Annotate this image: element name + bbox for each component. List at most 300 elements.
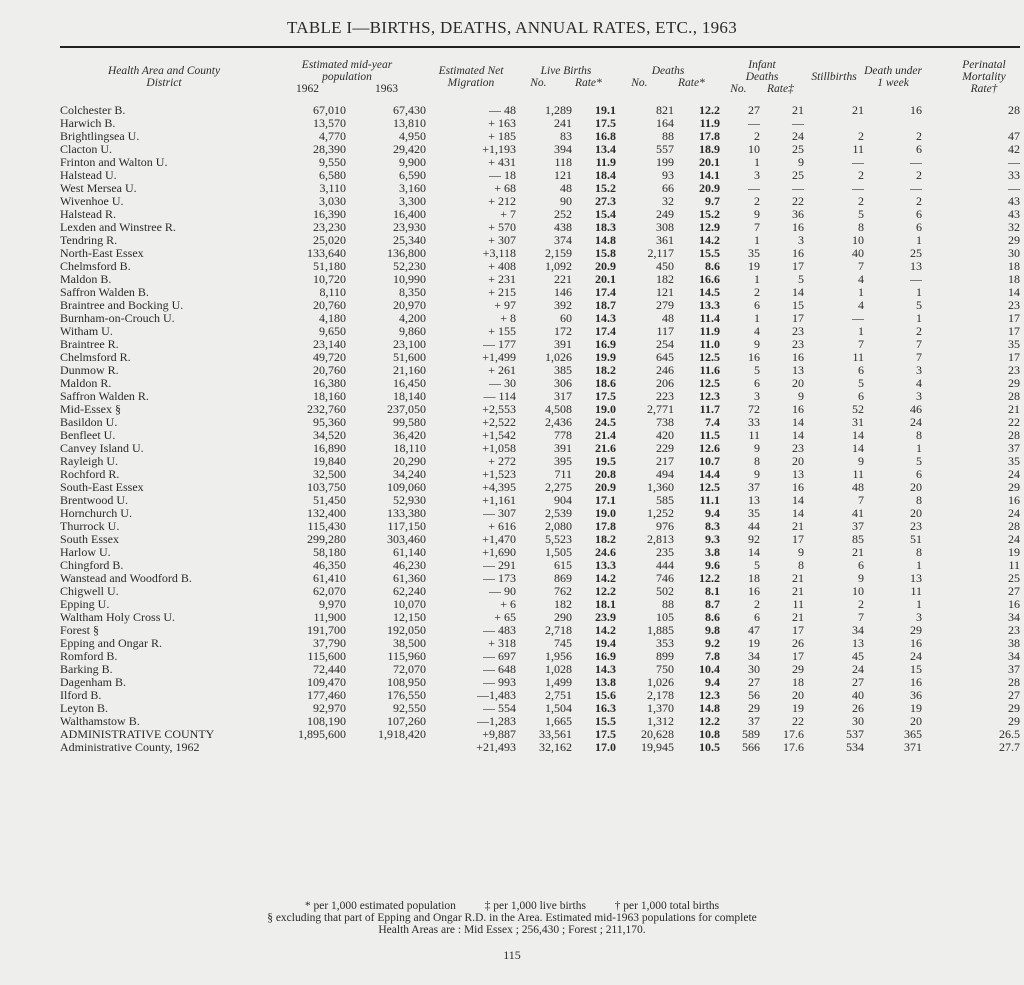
cell-mig: +1,470 (482, 533, 516, 546)
cell-idr: 22 (792, 195, 805, 208)
table-row (60, 104, 1020, 117)
cell-sb: 2 (858, 169, 865, 182)
cell-sb: 14 (852, 442, 865, 455)
cell-pm: 43 (1008, 195, 1021, 208)
table-row (60, 234, 1020, 247)
cell-dw: — (910, 273, 923, 286)
header-1962: 1962 (296, 83, 319, 95)
cell-p62: 4,180 (319, 312, 346, 325)
cell-lb: 290 (554, 611, 572, 624)
cell-dr: 8.6 (705, 260, 721, 273)
cell-d: 164 (656, 117, 675, 130)
cell-p62: 49,720 (313, 351, 346, 364)
cell-lbr: 14.2 (595, 624, 617, 637)
cell-mig: —1,283 (477, 715, 516, 728)
cell-lb: 1,505 (545, 546, 572, 559)
cell-lb: 2,539 (545, 507, 572, 520)
header-deaths (616, 50, 720, 104)
cell-sb: 534 (846, 741, 865, 754)
cell-lbr: 18.6 (595, 377, 617, 390)
cell-id: 44 (748, 520, 761, 533)
cell-lb: 1,499 (545, 676, 572, 689)
table-row (60, 715, 1020, 728)
cell-mig: + 408 (488, 260, 516, 273)
cell-lb: 904 (554, 494, 572, 507)
cell-dr: 11.9 (699, 325, 721, 338)
cell-idr: 21 (792, 572, 805, 585)
cell-name: Dagenham B. (60, 676, 126, 689)
cell-dr: 11.7 (699, 403, 721, 416)
cell-lb: 2,718 (545, 624, 572, 637)
cell-lbr: 16.9 (595, 338, 617, 351)
cell-mig: +1,523 (482, 468, 516, 481)
cell-d: 19,945 (641, 741, 675, 754)
cell-pm: 28 (1008, 676, 1021, 689)
cell-lbr: 18.4 (595, 169, 617, 182)
cell-mig: + 68 (494, 182, 516, 195)
cell-p63: 61,140 (393, 546, 426, 559)
cell-dw: 1 (916, 442, 923, 455)
header-infant-label: Infant Deaths (745, 59, 779, 83)
cell-dr: 14.2 (699, 234, 721, 247)
cell-lb: 778 (554, 429, 572, 442)
cell-id: 1 (754, 312, 761, 325)
cell-id: 30 (748, 663, 761, 676)
cell-d: 206 (656, 377, 675, 390)
cell-dw: 36 (910, 689, 923, 702)
cell-lbr: 20.9 (595, 481, 617, 494)
cell-name: Hornchurch U. (60, 507, 132, 520)
cell-lbr: 14.3 (595, 663, 617, 676)
cell-p63: 23,100 (393, 338, 426, 351)
cell-sb: 9 (858, 455, 865, 468)
cell-name: Rochford R. (60, 468, 120, 481)
cell-p63: 9,860 (399, 325, 426, 338)
cell-dw: 51 (910, 533, 923, 546)
cell-mig: + 231 (488, 273, 516, 286)
cell-dw: 16 (910, 104, 923, 117)
cell-name: Waltham Holy Cross U. (60, 611, 176, 624)
cell-name: Canvey Island U. (60, 442, 144, 455)
cell-idr: 5 (798, 273, 805, 286)
cell-id: 589 (742, 728, 761, 741)
cell-d: 1,026 (647, 676, 675, 689)
cell-lb: 1,504 (545, 702, 572, 715)
table-header-row (60, 50, 1020, 104)
cell-sb: 11 (852, 351, 865, 364)
cell-dr: 7.8 (705, 650, 721, 663)
cell-name: Basildon U. (60, 416, 118, 429)
header-infant-no: No. (730, 83, 747, 95)
cell-dr: 12.2 (699, 715, 721, 728)
cell-lbr: 19.5 (595, 455, 617, 468)
cell-dr: 8.7 (705, 598, 721, 611)
cell-p62: 9,970 (319, 598, 346, 611)
cell-name: Benfleet U. (60, 429, 116, 442)
footnotes (0, 900, 1024, 936)
cell-pm: 17 (1008, 312, 1021, 325)
table-row (60, 468, 1020, 481)
table-row (60, 195, 1020, 208)
cell-d: 20,628 (641, 728, 675, 741)
cell-pm: 24 (1008, 507, 1021, 520)
cell-pm: 26.5 (999, 728, 1021, 741)
cell-dr: 10.8 (699, 728, 721, 741)
cell-id: 6 (754, 611, 761, 624)
cell-dr: 14.5 (699, 286, 721, 299)
table-row (60, 273, 1020, 286)
cell-dr: 18.9 (699, 143, 721, 156)
cell-idr: 23 (792, 325, 805, 338)
cell-idr: — (792, 182, 805, 195)
cell-p62: 58,180 (313, 546, 346, 559)
cell-sb: 45 (852, 650, 865, 663)
cell-pm: 19 (1008, 546, 1021, 559)
cell-lbr: 17.5 (595, 728, 617, 741)
cell-mig: + 261 (488, 364, 516, 377)
cell-lbr: 12.2 (595, 585, 617, 598)
cell-p62: 3,030 (319, 195, 346, 208)
cell-dr: 20.9 (699, 182, 721, 195)
cell-mig: + 318 (488, 637, 516, 650)
cell-p63: 18,110 (393, 442, 426, 455)
header-deaths-rate: Rate* (677, 77, 705, 89)
cell-name: Frinton and Walton U. (60, 156, 168, 169)
cell-idr: 14 (792, 507, 805, 520)
cell-p63: 12,150 (393, 611, 426, 624)
footnote-health-areas: Health Areas are : Mid Essex ; 256,430 ; Forest ; 211,170. (378, 924, 646, 936)
cell-p62: 6,580 (319, 169, 346, 182)
cell-sb: 31 (852, 416, 865, 429)
cell-p63: 3,300 (399, 195, 426, 208)
cell-dw: 365 (904, 728, 923, 741)
cell-mig: — 483 (483, 624, 516, 637)
cell-dr: 14.8 (699, 702, 721, 715)
cell-dr: 9.4 (705, 507, 721, 520)
cell-pm: — (1008, 182, 1021, 195)
cell-p63: 72,070 (393, 663, 426, 676)
cell-mig: —1,483 (477, 689, 516, 702)
cell-lb: 2,275 (545, 481, 572, 494)
cell-p63: 67,430 (393, 104, 426, 117)
cell-lb: 48 (560, 182, 572, 195)
cell-name: Tendring R. (60, 234, 118, 247)
cell-d: 217 (656, 455, 675, 468)
cell-lbr: 14.3 (595, 312, 617, 325)
cell-mig: +9,887 (482, 728, 516, 741)
cell-lbr: 17.5 (595, 390, 617, 403)
cell-dw: 20 (910, 481, 923, 494)
cell-mig: +1,058 (482, 442, 516, 455)
header-births-label: Live Births (540, 65, 592, 77)
cell-d: 450 (656, 260, 675, 273)
cell-sb: 21 (852, 104, 865, 117)
cell-p63: 115,960 (387, 650, 426, 663)
cell-dr: 9.7 (705, 195, 721, 208)
cell-lb: 394 (554, 143, 572, 156)
cell-pm: 24 (1008, 468, 1021, 481)
cell-dr: 10.4 (699, 663, 721, 676)
cell-dw: 8 (916, 494, 923, 507)
cell-lbr: 18.1 (595, 598, 617, 611)
header-infant-rate: Rate‡ (766, 83, 794, 95)
header-births-no: No. (530, 77, 547, 89)
cell-dw: 16 (910, 676, 923, 689)
cell-id: 34 (748, 650, 761, 663)
cell-pm: 43 (1008, 208, 1021, 221)
cell-dr: 9.8 (705, 624, 721, 637)
cell-idr: 29 (792, 663, 805, 676)
cell-dw: — (910, 182, 923, 195)
cell-idr: 21 (792, 104, 805, 117)
cell-name: Leyton B. (60, 702, 108, 715)
cell-p62: 51,180 (313, 260, 346, 273)
cell-p62: 92,970 (313, 702, 346, 715)
cell-p63: 38,500 (393, 637, 426, 650)
cell-p63: 99,580 (393, 416, 426, 429)
cell-lbr: 19.9 (595, 351, 617, 364)
cell-p63: 34,240 (393, 468, 426, 481)
cell-pm: 47 (1008, 130, 1021, 143)
cell-id: 16 (748, 351, 761, 364)
table-row (60, 117, 1020, 130)
cell-pm: 34 (1008, 650, 1021, 663)
cell-d: 645 (656, 351, 675, 364)
cell-idr: 23 (792, 442, 805, 455)
cell-sb: 2 (858, 195, 865, 208)
cell-d: 1,370 (647, 702, 675, 715)
table-row (60, 507, 1020, 520)
cell-mig: — 18 (489, 169, 516, 182)
cell-p62: 18,160 (313, 390, 346, 403)
cell-mig: +1,161 (482, 494, 516, 507)
cell-name: Harlow U. (60, 546, 111, 559)
cell-mig: + 212 (488, 195, 516, 208)
cell-dw: 25 (910, 247, 923, 260)
cell-id: 1 (754, 273, 761, 286)
cell-idr: 20 (792, 455, 805, 468)
cell-d: 2,117 (647, 247, 675, 260)
cell-id: 10 (748, 143, 761, 156)
cell-p63: 52,230 (393, 260, 426, 273)
cell-id: 2 (754, 286, 761, 299)
cell-lbr: 19.0 (595, 507, 617, 520)
cell-sb: 40 (852, 247, 865, 260)
cell-dw: 8 (916, 546, 923, 559)
cell-p62: 16,390 (313, 208, 346, 221)
cell-mig: + 97 (494, 299, 516, 312)
cell-dr: 9.4 (705, 676, 721, 689)
cell-p62: 37,790 (313, 637, 346, 650)
cell-name: Maldon R. (60, 377, 112, 390)
cell-p63: 10,990 (393, 273, 426, 286)
footnote-rates: * per 1,000 estimated population ‡ per 1,000 live births † per 1,000 total births (304, 900, 720, 912)
cell-name: Saffron Walden R. (60, 390, 149, 403)
cell-lbr: 17.8 (595, 520, 617, 533)
cell-dw: 1 (916, 312, 923, 325)
cell-p63: 6,590 (399, 169, 426, 182)
cell-mig: +1,193 (482, 143, 516, 156)
cell-lbr: 14.8 (595, 234, 617, 247)
cell-id: 6 (754, 377, 761, 390)
cell-mig: — 177 (483, 338, 516, 351)
cell-lb: 2,436 (545, 416, 572, 429)
cell-p63: 16,450 (393, 377, 426, 390)
table-row (60, 611, 1020, 624)
cell-mig: +1,690 (482, 546, 516, 559)
table-row (60, 494, 1020, 507)
cell-dw: 2 (916, 169, 923, 182)
table-body (60, 104, 1020, 754)
cell-d: 1,312 (647, 715, 675, 728)
table-row (60, 637, 1020, 650)
header-births (516, 50, 616, 104)
cell-pm: 29 (1008, 377, 1021, 390)
cell-id: 37 (748, 481, 761, 494)
cell-lb: 1,289 (545, 104, 572, 117)
cell-mig: + 570 (488, 221, 516, 234)
table-row (60, 741, 1020, 754)
cell-dr: 9.6 (705, 559, 721, 572)
cell-idr: 9 (798, 546, 805, 559)
cell-dw: 1 (916, 286, 923, 299)
cell-dw (864, 117, 922, 130)
cell-pm: 33 (1008, 169, 1021, 182)
cell-dr: 7.4 (705, 416, 721, 429)
cell-pm: 11 (1008, 559, 1021, 572)
header-perinatal: Perinatal Mortality Rate† (962, 59, 1006, 95)
table-row (60, 442, 1020, 455)
cell-idr: 21 (792, 585, 805, 598)
cell-p62: 177,460 (307, 689, 346, 702)
table-row (60, 520, 1020, 533)
cell-idr: 14 (792, 429, 805, 442)
cell-dr: 11.5 (699, 429, 721, 442)
cell-lb: 241 (554, 117, 572, 130)
cell-sb: — (852, 156, 865, 169)
cell-name: Ilford B. (60, 689, 102, 702)
cell-p62: 95,360 (313, 416, 346, 429)
cell-pm: 17 (1008, 325, 1021, 338)
cell-pm: 23 (1008, 299, 1021, 312)
cell-lb: 615 (554, 559, 572, 572)
cell-id: 1 (754, 156, 761, 169)
cell-mig: +4,395 (482, 481, 516, 494)
cell-pm: 22 (1008, 416, 1021, 429)
cell-lb: 385 (554, 364, 572, 377)
cell-p63: 1,918,420 (378, 728, 426, 741)
cell-mig: +1,499 (482, 351, 516, 364)
cell-pm: 23 (1008, 624, 1021, 637)
cell-pm: 21 (1008, 403, 1021, 416)
cell-p62: 232,760 (307, 403, 346, 416)
table-row (60, 533, 1020, 546)
cell-name: Chigwell U. (60, 585, 119, 598)
cell-p62: 46,350 (313, 559, 346, 572)
cell-lbr: 15.4 (595, 208, 617, 221)
table-row (60, 351, 1020, 364)
cell-name: ADMINISTRATIVE COUNTY (60, 728, 215, 741)
table-row (60, 299, 1020, 312)
cell-name: Lexden and Winstree R. (60, 221, 176, 234)
cell-p63: 117,150 (387, 520, 426, 533)
cell-lbr: 18.2 (595, 533, 617, 546)
cell-lbr: 20.9 (595, 260, 617, 273)
cell-d: 223 (656, 390, 675, 403)
table-row (60, 377, 1020, 390)
cell-id: — (748, 117, 761, 130)
table-row (60, 689, 1020, 702)
cell-sb: 5 (858, 377, 865, 390)
cell-id: 4 (754, 325, 761, 338)
cell-id: 35 (748, 507, 761, 520)
cell-lbr: 19.4 (595, 637, 617, 650)
cell-idr: 19 (792, 702, 805, 715)
cell-idr: 21 (792, 520, 805, 533)
cell-dw: 13 (910, 572, 923, 585)
cell-pm: 29 (1008, 234, 1021, 247)
cell-idr: 11 (792, 598, 805, 611)
cell-dr: 15.2 (699, 208, 721, 221)
cell-dw: 6 (916, 468, 923, 481)
cell-name: Maldon B. (60, 273, 112, 286)
cell-dr: 12.6 (699, 442, 721, 455)
cell-lb: 60 (560, 312, 572, 325)
table-row (60, 546, 1020, 559)
cell-dr: 12.3 (699, 689, 721, 702)
cell-idr: 16 (792, 481, 805, 494)
cell-pm: 28 (1008, 104, 1021, 117)
table-row (60, 663, 1020, 676)
cell-p63: 36,420 (393, 429, 426, 442)
table-row (60, 455, 1020, 468)
cell-idr: 25 (792, 169, 805, 182)
cell-d: 229 (656, 442, 675, 455)
cell-p63: 303,460 (387, 533, 426, 546)
cell-id: 13 (748, 494, 761, 507)
cell-mig: +1,542 (482, 429, 516, 442)
cell-dr: 12.9 (699, 221, 721, 234)
cell-name: Clacton U. (60, 143, 112, 156)
cell-pm: 25 (1008, 572, 1021, 585)
cell-name: Barking B. (60, 663, 113, 676)
cell-id: 3 (754, 390, 761, 403)
cell-idr: 23 (792, 338, 805, 351)
cell-d: 1,360 (647, 481, 675, 494)
cell-idr: 9 (798, 390, 805, 403)
cell-pm: 42 (1008, 143, 1021, 156)
cell-dw: 8 (916, 429, 923, 442)
cell-p63: 52,930 (393, 494, 426, 507)
cell-idr: 13 (792, 364, 805, 377)
cell-p62: 3,110 (319, 182, 346, 195)
cell-mig: +2,553 (482, 403, 516, 416)
cell-dr: 11.6 (699, 364, 721, 377)
cell-p63: 192,050 (387, 624, 426, 637)
cell-dw: 20 (910, 507, 923, 520)
cell-mig: — 291 (483, 559, 516, 572)
cell-pm: 30 (1008, 247, 1021, 260)
cell-dr: 12.2 (699, 572, 721, 585)
cell-pm: 27 (1008, 585, 1021, 598)
cell-name: Braintree and Bocking U. (60, 299, 184, 312)
cell-p63: 109,060 (387, 481, 426, 494)
cell-idr: 18 (792, 676, 805, 689)
cell-p63: 136,800 (387, 247, 426, 260)
cell-lb: 172 (554, 325, 572, 338)
top-rule (60, 46, 1020, 48)
cell-idr: 17 (792, 624, 805, 637)
